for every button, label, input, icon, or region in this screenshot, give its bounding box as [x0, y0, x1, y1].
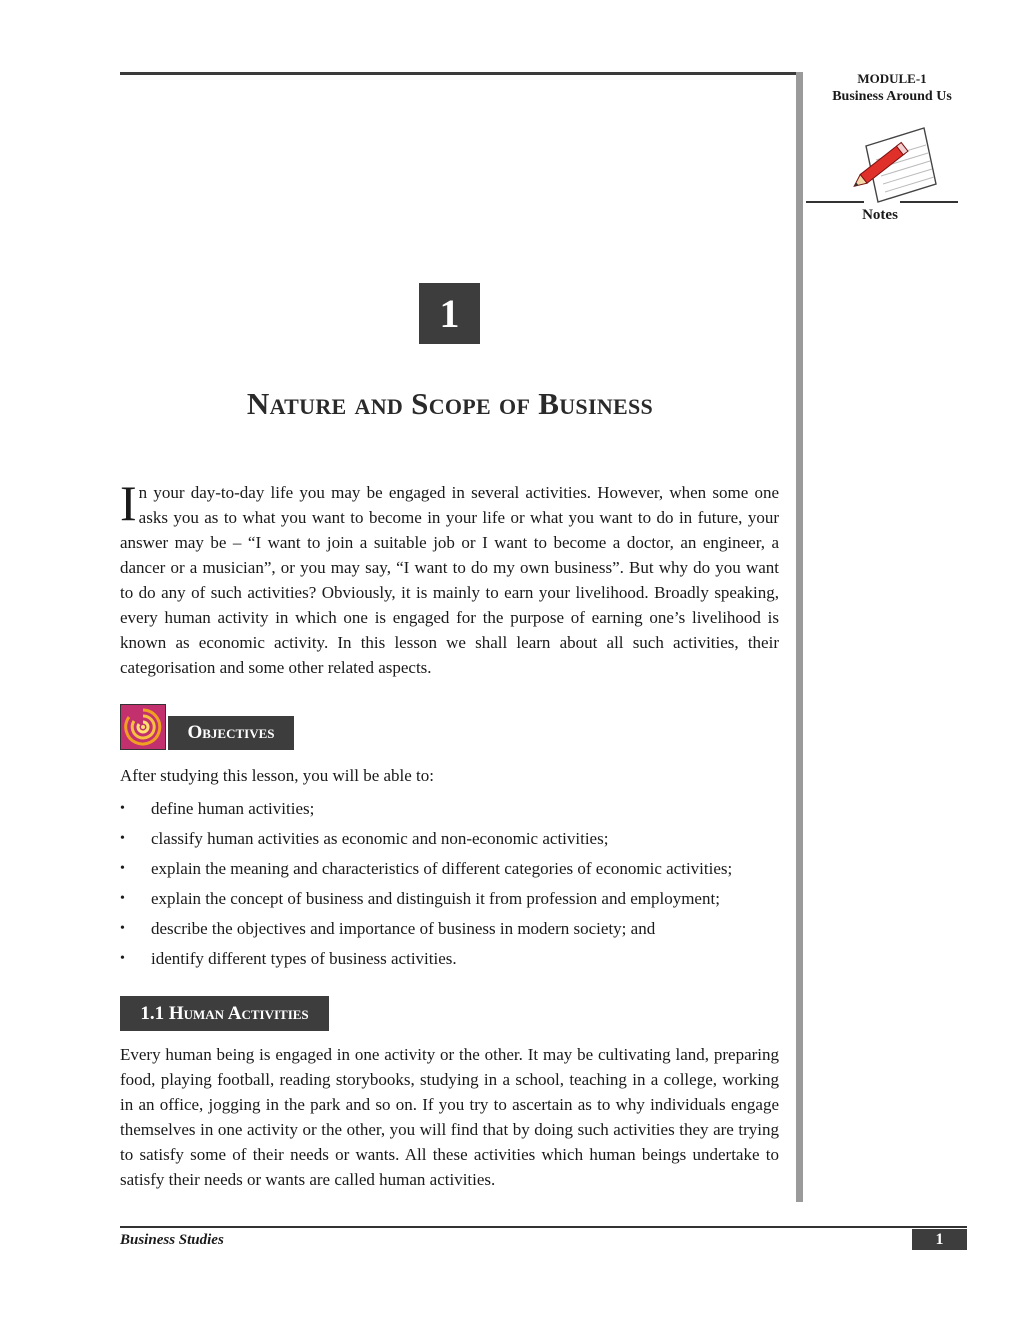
chapter-title: Nature and Scope of Business	[246, 386, 654, 421]
list-item	[120, 824, 800, 854]
objectives-intro: After studying this lesson, you will be able to:	[120, 766, 434, 785]
list-item	[120, 794, 800, 824]
module-header	[812, 70, 972, 106]
pencil-paper-icon	[852, 122, 942, 204]
list-item	[120, 854, 800, 884]
bullet: •	[120, 801, 125, 816]
page-number: 1	[912, 1229, 967, 1250]
bullet: •	[120, 951, 125, 966]
objective-text: identify different types of business activities.	[151, 949, 457, 968]
objective-text: explain the meaning and characteristics of different categories of economic activities;	[151, 859, 733, 878]
module-title: Business Around Us	[832, 89, 952, 104]
footer-book-title: Business Studies	[120, 1232, 224, 1248]
bullet: •	[120, 831, 125, 846]
objectives-list	[120, 794, 800, 974]
objective-text: define human activities;	[151, 799, 315, 818]
notes-rule-right	[900, 201, 958, 203]
intro-paragraph	[120, 475, 779, 680]
list-item	[120, 914, 800, 944]
intro-text: n your day-to-day life you may be engaged in several activities. However, when some one asks you as to what you want to become in your life or what you want to do in future, your answer may be – “I want to join a suitable job or I want to become a doctor, an engineer, a dancer or a musician”, or you may say, “I want to do my own business”. But why do you want to do any of such activities? Obviously, it is mainly to earn your livelihood. Broadly speaking, every human activity in which one is engaged for the purpose of earning one’s livelihood is known as economic activity. In this lesson we shall learn about all such activities, their categorisation and some other related aspects.	[120, 483, 779, 677]
notes-label: Notes	[862, 207, 898, 223]
section-paragraph: Every human being is engaged in one activity or the other. It may be cultivating land, preparing food, playing football, reading storybooks, studying in a school, teaching in a college, working in an office, jogging in the park and so on. If you try to ascertain as to why individuals engage themselves in one activity or the other, you will find that by doing such activities they are trying to satisfy some of their needs or wants. All these activities which human beings undertake to satisfy their needs or wants are called human activities.	[120, 1045, 779, 1189]
footer-rule	[120, 1226, 967, 1228]
notes-rule-left	[806, 201, 864, 203]
objective-text: describe the objectives and importance of business in modern society; and	[151, 919, 656, 938]
objective-text: explain the concept of business and distinguish it from profession and employment;	[151, 889, 720, 908]
chapter-number: 1	[419, 283, 480, 344]
margin-rule	[796, 72, 803, 1202]
bullet: •	[120, 861, 125, 876]
objectives-heading: Objectives	[168, 716, 294, 750]
section-heading: 1.1 Human Activities	[120, 996, 329, 1031]
bullet: •	[120, 891, 125, 906]
drop-cap: I	[120, 475, 137, 531]
target-icon	[120, 704, 166, 750]
objective-text: classify human activities as economic and non-economic activities;	[151, 829, 609, 848]
top-rule	[120, 72, 800, 75]
list-item	[120, 944, 800, 974]
module-number: MODULE-1	[857, 71, 927, 86]
list-item	[120, 884, 800, 914]
bullet: •	[120, 921, 125, 936]
